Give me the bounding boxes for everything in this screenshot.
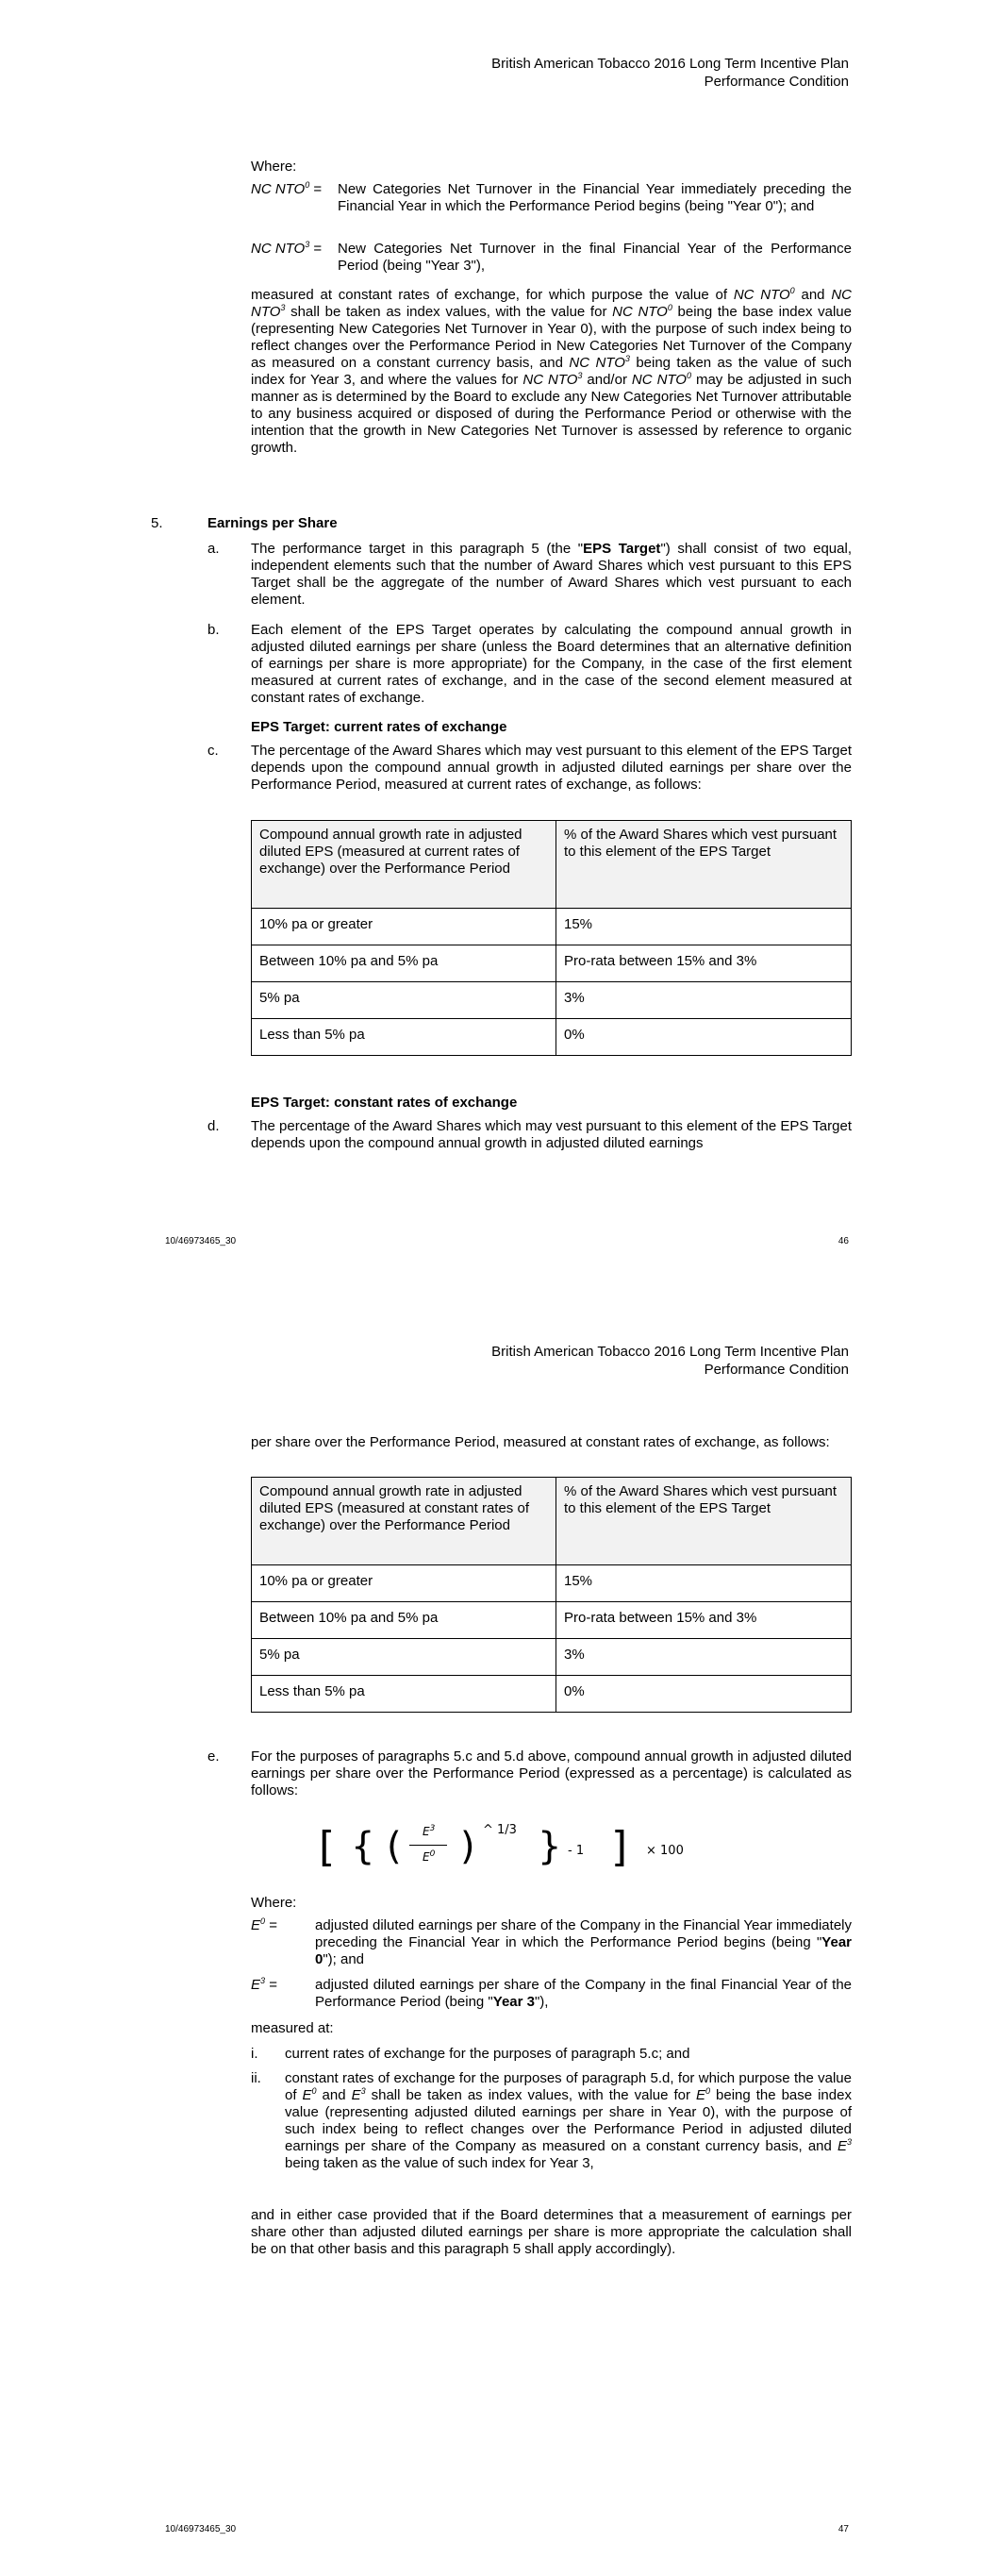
formula-times-hundred: × 100 bbox=[646, 1844, 684, 1858]
table-header-cell: % of the Award Shares which vest pursuant to this element of the EPS Target bbox=[556, 821, 852, 909]
table-cell: Less than 5% pa bbox=[252, 1019, 556, 1056]
section-title: Earnings per Share bbox=[207, 515, 338, 531]
formula-left-brace: { bbox=[351, 1825, 375, 1868]
table-row bbox=[252, 1019, 852, 1056]
table-row bbox=[252, 945, 852, 982]
formula-minus-one: - 1 bbox=[568, 1844, 585, 1858]
where-label: Where: bbox=[251, 159, 297, 175]
formula-numerator: $E^3$ bbox=[423, 1824, 436, 1838]
item-i-label: i. bbox=[251, 2046, 258, 2062]
table-row bbox=[252, 1565, 852, 1602]
formula-left-paren: ( bbox=[387, 1825, 402, 1868]
closing-paragraph: and in either case provided that if the Board determines that a measurement of earnings per share other than adjusted diluted earnings per share is more appropriate the calculation shall be on that other basis and this paragraph 5 shall apply accordingly). bbox=[251, 2207, 852, 2257]
item-ii-text: constant rates of exchange for the purposes of paragraph 5.d, for which purpose the value of $E^0$ and $E^3$ shall be taken as index values, with the value for $E^0$ being the base index value (representing adjusted diluted earnings per share in Year 0), with the purpose of such index being to reflect changes over the Performance Period in adjusted diluted earnings per share of the Company as measured on a constant currency basis, and $E^3$ being taken as the value of such index for Year 3, bbox=[285, 2070, 852, 2171]
definition-term: NC $NTO^3$ = bbox=[251, 240, 323, 257]
page-header bbox=[491, 55, 849, 91]
table-header-cell: % of the Award Shares which vest pursuant to this element of the EPS Target bbox=[556, 1478, 852, 1565]
item-a-label: a. bbox=[207, 541, 220, 557]
table-header-cell: Compound annual growth rate in adjusted diluted EPS (measured at constant rates of exchange) over the Performance Period bbox=[252, 1478, 556, 1565]
definition-term: $E^3$ = bbox=[251, 1976, 277, 1993]
item-b-label: b. bbox=[207, 622, 220, 638]
table-cell: 3% bbox=[556, 982, 852, 1019]
definition-text: New Categories Net Turnover in the Financial Year immediately preceding the Financial Year in which the Performance Period begins (being "Year 0"); and bbox=[338, 181, 852, 214]
measured-at-label: measured at: bbox=[251, 2020, 334, 2036]
eps-table-constant bbox=[251, 1477, 852, 1713]
header-title: British American Tobacco 2016 Long Term Incentive Plan bbox=[491, 1344, 849, 1360]
page-header bbox=[491, 1343, 849, 1379]
definition-term: NC $NTO^0$ = bbox=[251, 180, 323, 197]
item-e-text: For the purposes of paragraphs 5.c and 5.d above, compound annual growth in adjusted diluted earnings per share over the Performance Period (expressed as a percentage) is calculated as follows: bbox=[251, 1748, 852, 1798]
table-header-cell: Compound annual growth rate in adjusted diluted EPS (measured at current rates of exchange) over the Performance Period bbox=[252, 821, 556, 909]
definition-text: adjusted diluted earnings per share of the Company in the final Financial Year of the Performance Period (being "Year 3"), bbox=[315, 1977, 852, 2010]
table-cell: Between 10% pa and 5% pa bbox=[252, 945, 556, 982]
formula-denominator: $E^0$ bbox=[423, 1849, 436, 1864]
table-cell: 5% pa bbox=[252, 982, 556, 1019]
table-cell: Less than 5% pa bbox=[252, 1676, 556, 1713]
page-number: 47 bbox=[837, 2524, 849, 2534]
item-e-label: e. bbox=[207, 1748, 220, 1765]
table-cell: Pro-rata between 15% and 3% bbox=[556, 945, 852, 982]
header-subtitle: Performance Condition bbox=[704, 74, 849, 90]
table-row bbox=[252, 1602, 852, 1639]
table-cell: 3% bbox=[556, 1639, 852, 1676]
table-cell: Between 10% pa and 5% pa bbox=[252, 1602, 556, 1639]
measured-paragraph: measured at constant rates of exchange, for which purpose the value of NC NTO$^0$ and NC NTO$^3$ shall be taken as index values, with the value for NC NTO$^0$ being the base index value (representing New Categories Net Turnover in Year 0), with the purpose of such index being to reflect changes over the Performance Period in New Categories Net Turnover of the Company as measured on a constant currency basis, and NC NTO$^3$ being taken as the value of such index for Year 3, and where the values for NC NTO$^3$ and/or NC NTO$^0$ may be adjusted in such manner as is determined by the Board to exclude any New Categories Net Turnover attributable to any business acquired or disposed of during the Performance Period or otherwise with the intention that the growth in New Categories Net Turnover is assessed by reference to organic growth. bbox=[251, 286, 852, 456]
definition-text: adjusted diluted earnings per share of the Company in the Financial Year immediately preceding the Financial Year in which the Performance Period begins (being "Year 0"); and bbox=[315, 1917, 852, 1967]
item-c-text: The percentage of the Award Shares which may vest pursuant to this element of the EPS Target depends upon the compound annual growth in adjusted diluted earnings per share over the Performance Period, measured at current rates of exchange, as follows: bbox=[251, 743, 852, 793]
definition-text: New Categories Net Turnover in the final Financial Year of the Performance Period (being "Year 3"), bbox=[338, 241, 852, 274]
table-cell: 15% bbox=[556, 1565, 852, 1602]
document-page-47 bbox=[0, 1288, 995, 2576]
item-d-label: d. bbox=[207, 1118, 220, 1134]
item-i-text: current rates of exchange for the purposes of paragraph 5.c; and bbox=[285, 2046, 690, 2062]
table-header-row bbox=[252, 821, 852, 909]
table-row bbox=[252, 1676, 852, 1713]
table-cell: 5% pa bbox=[252, 1639, 556, 1676]
table-header-row bbox=[252, 1478, 852, 1565]
heading-constant-rates: EPS Target: constant rates of exchange bbox=[251, 1095, 518, 1111]
section-number: 5. bbox=[151, 515, 163, 531]
item-d-text: The percentage of the Award Shares which may vest pursuant to this element of the EPS Target depends upon the compound annual growth in adjusted diluted earnings bbox=[251, 1118, 852, 1151]
item-a-text: The performance target in this paragraph 5 (the "EPS Target") shall consist of two equal, independent elements such that the number of Award Shares which vest pursuant to this EPS Target shall be the aggregate of the number of Award Shares which vest pursuant to each element. bbox=[251, 541, 852, 608]
formula-left-bracket: [ bbox=[319, 1823, 336, 1871]
heading-current-rates: EPS Target: current rates of exchange bbox=[251, 719, 507, 735]
formula-right-brace: } bbox=[538, 1825, 562, 1868]
footer-reference: 10/46973465_30 bbox=[165, 1236, 237, 1246]
table-cell: 0% bbox=[556, 1676, 852, 1713]
formula-exponent: ^ 1/3 bbox=[483, 1823, 517, 1837]
table-cell: 10% pa or greater bbox=[252, 909, 556, 945]
formula-fraction-bar bbox=[409, 1845, 447, 1846]
table-cell: 0% bbox=[556, 1019, 852, 1056]
table-row bbox=[252, 982, 852, 1019]
item-b-text: Each element of the EPS Target operates by calculating the compound annual growth in adjusted diluted earnings per share (unless the Board determines that an alternative definition of earnings per share is more appropriate) for the Company, in the case of the first element measured at current rates of exchange, and in the case of the second element measured at constant rates of exchange. bbox=[251, 622, 852, 706]
item-c-label: c. bbox=[207, 743, 219, 759]
footer-reference: 10/46973465_30 bbox=[165, 2524, 237, 2534]
table-cell: Pro-rata between 15% and 3% bbox=[556, 1602, 852, 1639]
item-ii-label: ii. bbox=[251, 2070, 261, 2086]
cagr-formula bbox=[311, 1821, 688, 1897]
page-number: 46 bbox=[837, 1236, 849, 1246]
formula-right-paren: ) bbox=[460, 1825, 475, 1868]
table-cell: 10% pa or greater bbox=[252, 1565, 556, 1602]
table-cell: 15% bbox=[556, 909, 852, 945]
eps-table-current bbox=[251, 820, 852, 1056]
where-label: Where: bbox=[251, 1895, 297, 1911]
item-d-continued: per share over the Performance Period, measured at constant rates of exchange, as follows: bbox=[251, 1434, 830, 1450]
definition-term: $E^0$ = bbox=[251, 1916, 277, 1933]
formula-right-bracket: ] bbox=[611, 1823, 628, 1871]
table-row bbox=[252, 909, 852, 945]
table-row bbox=[252, 1639, 852, 1676]
header-title: British American Tobacco 2016 Long Term Incentive Plan bbox=[491, 56, 849, 72]
header-subtitle: Performance Condition bbox=[704, 1362, 849, 1378]
